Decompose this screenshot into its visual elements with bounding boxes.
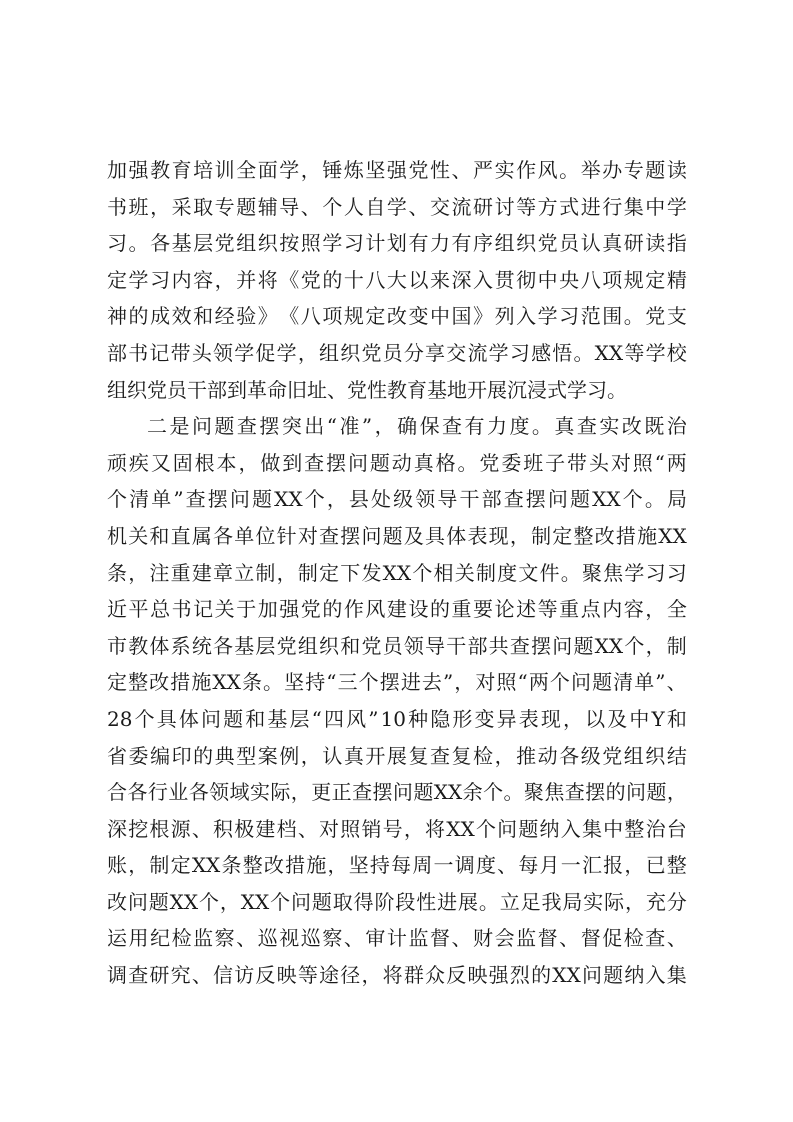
text-line: 神 的 成 效 和 经 验 》 《 八 项 规 定 改 变 中 国 》 列 入 学 习 范 围 。 党 支 <box>107 304 687 329</box>
text-line: 省 委 编 印 的 典 型 案 例 ， 认 真 开 展 复 查 复 检 ， 推 动 各 级 党 组 织 结 <box>107 743 687 768</box>
text-line: 账 ， 制 定 XX 条 整 改 措 施 ， 坚 持 每 周 一 调 度 、 每 月 一 汇 报 ， 已 整 <box>107 853 687 878</box>
text-line: 市 教 体 系 统 各 基 层 党 组 织 和 党 员 领 导 干 部 共 查 摆 问 题 XX 个 ， 制 <box>107 633 687 658</box>
text-line: 运 用 纪 检 监 察 、 巡 视 巡 察 、 审 计 监 督 、 财 会 监 督 、 督 促 检 查 、 <box>107 926 687 951</box>
text-line: 部 书 记 带 头 领 学 促 学 ， 组 织 党 员 分 享 交 流 学 习 感 悟 。 XX 等 学 校 <box>107 340 687 365</box>
text-line: 个 清 单 ” 查 摆 问 题 XX 个 ， 县 处 级 领 导 干 部 查 摆 问 题 XX 个 。 局 <box>107 487 687 512</box>
text-line: 改 问 题 XX 个 ， XX 个 问 题 取 得 阶 段 性 进 展 。 立 足 我 局 实 际 ， 充 分 <box>107 889 687 914</box>
text-line: 条 ， 注 重 建 章 立 制 ， 制 定 下 发 XX 个 相 关 制 度 文 件 。 聚 焦 学 习 习 <box>107 560 687 585</box>
text-line: 组织党员干部到革命旧址、党性教育基地开展沉浸式学习。 <box>107 377 627 402</box>
text-line: 定 整 改 措 施 XX 条 。 坚 持 “ 三 个 摆 进 去 ” ， 对 照 “ 两 个 问 题 清 单 ” 、 <box>107 670 687 695</box>
body-text <box>107 152 687 994</box>
text-line: 二 是 问 题 查 摆 突 出 “ 准 ” ， 确 保 查 有 力 度 。 真 查 实 改 既 治 <box>147 414 687 439</box>
text-line: 调 查 研 究 、 信 访 反 映 等 途 径 ， 将 群 众 反 映 强 烈 的 XX 问 题 纳 入 集 <box>107 963 687 988</box>
text-line: 合 各 行 业 各 领 域 实 际 ， 更 正 查 摆 问 题 XX 余 个 。 聚 焦 查 摆 的 问 题 ， <box>107 780 687 805</box>
text-line: 书 班 ， 采 取 专 题 辅 导 、 个 人 自 学 、 交 流 研 讨 等 方 式 进 行 集 中 学 <box>107 194 687 219</box>
text-line: 习 。 各 基 层 党 组 织 按 照 学 习 计 划 有 力 有 序 组 织 党 员 认 真 研 读 指 <box>107 231 687 256</box>
text-line: 顽 疾 又 固 根 本 ， 做 到 查 摆 问 题 动 真 格 。 党 委 班 子 带 头 对 照 “ 两 <box>107 450 687 475</box>
text-line: 定 学 习 内 容 ， 并 将 《 党 的 十 八 大 以 来 深 入 贯 彻 中 央 八 项 规 定 精 <box>107 267 687 292</box>
text-line: 加 强 教 育 培 训 全 面 学 ， 锤 炼 坚 强 党 性 、 严 实 作 风 。 举 办 专 题 读 <box>107 158 687 182</box>
text-line: 深 挖 根 源 、 积 极 建 档 、 对 照 销 号 ， 将 XX 个 问 题 纳 入 集 中 整 治 台 <box>107 816 687 841</box>
text-line: 近 平 总 书 记 关 于 加 强 党 的 作 风 建 设 的 重 要 论 述 等 重 点 内 容 ， 全 <box>107 597 687 622</box>
text-line: 机 关 和 直 属 各 单 位 针 对 查 摆 问 题 及 具 体 表 现 ， 制 定 整 改 措 施 XX <box>107 523 687 548</box>
text-line: 28 个 具 体 问 题 和 基 层 “ 四 风 ” 10 种 隐 形 变 异 表 现 ， 以 及 中 Y 和 <box>107 706 687 731</box>
